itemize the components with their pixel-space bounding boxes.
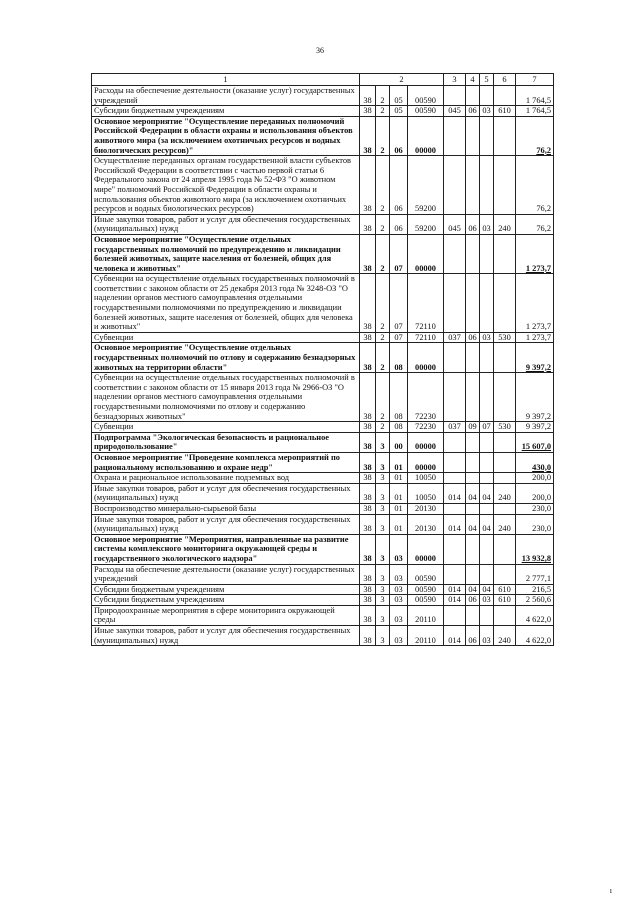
- row-code-event: 05: [390, 106, 408, 117]
- row-code-program: 38: [360, 156, 376, 215]
- row-code-event: 01: [390, 503, 408, 514]
- row-code-program: 38: [360, 432, 376, 452]
- row-amount: 1 764,5: [516, 86, 554, 106]
- row-expense-type: [494, 116, 516, 155]
- row-ministry: 037: [444, 332, 466, 343]
- row-amount: 76,2: [516, 214, 554, 234]
- row-expense-type: [494, 564, 516, 584]
- row-description: Субвенции: [92, 422, 360, 433]
- row-code-direction: 20110: [408, 605, 444, 625]
- row-subsection: [480, 534, 494, 564]
- table-row: [92, 564, 554, 584]
- row-section: [466, 234, 480, 273]
- row-code-event: 08: [390, 343, 408, 373]
- row-amount: 200,0: [516, 483, 554, 503]
- table-row: [92, 473, 554, 484]
- budget-table: [91, 73, 554, 646]
- row-section: 06: [466, 595, 480, 606]
- row-expense-type: [494, 343, 516, 373]
- row-description: Основное мероприятие "Осуществление отдельных государственных полномочий по предупреждению и ликвидации болезней животных, защите населения от болезней, общих для человека и животных": [92, 234, 360, 273]
- row-description: Субвенции на осуществление отдельных государственных полномочий в соответствии с законом области от 15 января 2013 года № 2966-ОЗ "О наделении органов местного самоуправления отдельными государственными полномочиями по отлову и содержанию безнадзорных животных": [92, 373, 360, 422]
- row-code-subprogram: 2: [376, 422, 390, 433]
- row-amount: 2 777,1: [516, 564, 554, 584]
- row-subsection: 04: [480, 514, 494, 534]
- row-subsection: [480, 452, 494, 472]
- row-code-direction: 00000: [408, 234, 444, 273]
- row-amount: 1 273,7: [516, 274, 554, 333]
- row-description: Субвенции на осуществление отдельных государственных полномочий в соответствии с законом области от 25 декабря 2013 года № 3248-ОЗ "О наделении органов местного самоуправления отдельными государственными полномочиями по предупреждению и ликвидации болезней животных, защите населения от болезней, общих для человека и животных": [92, 274, 360, 333]
- row-code-event: 08: [390, 373, 408, 422]
- row-expense-type: 610: [494, 595, 516, 606]
- row-ministry: [444, 564, 466, 584]
- row-code-direction: 20110: [408, 626, 444, 646]
- row-code-program: 38: [360, 373, 376, 422]
- table-row: [92, 432, 554, 452]
- row-code-program: 38: [360, 332, 376, 343]
- row-code-event: 08: [390, 422, 408, 433]
- row-code-subprogram: 2: [376, 86, 390, 106]
- row-code-event: 03: [390, 605, 408, 625]
- row-expense-type: [494, 156, 516, 215]
- row-subsection: [480, 156, 494, 215]
- row-code-program: 38: [360, 106, 376, 117]
- row-ministry: 045: [444, 106, 466, 117]
- row-ministry: [444, 343, 466, 373]
- row-amount: 1 273,7: [516, 234, 554, 273]
- row-ministry: [444, 116, 466, 155]
- table-row: [92, 86, 554, 106]
- row-code-direction: 00000: [408, 343, 444, 373]
- row-description: Иные закупки товаров, работ и услуг для обеспечения государственных (муниципальных) нужд: [92, 626, 360, 646]
- table-row: [92, 503, 554, 514]
- row-code-subprogram: 3: [376, 432, 390, 452]
- row-subsection: [480, 503, 494, 514]
- row-code-event: 01: [390, 483, 408, 503]
- row-code-program: 38: [360, 483, 376, 503]
- header-col-2: 2: [360, 74, 444, 86]
- row-code-subprogram: 2: [376, 274, 390, 333]
- row-subsection: 03: [480, 332, 494, 343]
- row-code-subprogram: 3: [376, 514, 390, 534]
- row-code-program: 38: [360, 274, 376, 333]
- row-section: 06: [466, 214, 480, 234]
- row-code-direction: 00590: [408, 564, 444, 584]
- row-section: [466, 503, 480, 514]
- row-description: Иные закупки товаров, работ и услуг для обеспечения государственных (муниципальных) нужд: [92, 214, 360, 234]
- row-expense-type: 240: [494, 514, 516, 534]
- row-amount: 1 273,7: [516, 332, 554, 343]
- row-subsection: 04: [480, 584, 494, 595]
- row-subsection: [480, 432, 494, 452]
- row-code-event: 03: [390, 595, 408, 606]
- row-code-direction: 20130: [408, 514, 444, 534]
- page-number: 36: [316, 46, 324, 55]
- row-code-direction: 59200: [408, 214, 444, 234]
- row-section: 04: [466, 584, 480, 595]
- row-description: Основное мероприятие "Осуществление переданных полномочий Российской Федерации в области охраны и использования объектов животного мира (за исключением охотничьих ресурсов и водных биологических ресурсов)": [92, 116, 360, 155]
- row-section: [466, 156, 480, 215]
- row-code-direction: 10050: [408, 483, 444, 503]
- row-code-subprogram: 3: [376, 584, 390, 595]
- table-header-row: [92, 74, 554, 86]
- row-code-event: 06: [390, 214, 408, 234]
- table-row: [92, 626, 554, 646]
- row-section: 04: [466, 483, 480, 503]
- row-section: [466, 373, 480, 422]
- row-code-program: 38: [360, 214, 376, 234]
- row-code-event: 07: [390, 274, 408, 333]
- row-ministry: 014: [444, 626, 466, 646]
- row-expense-type: 530: [494, 332, 516, 343]
- header-col-4: 4: [466, 74, 480, 86]
- row-code-program: 38: [360, 116, 376, 155]
- row-code-direction: 00000: [408, 452, 444, 472]
- row-section: 04: [466, 514, 480, 534]
- row-code-program: 38: [360, 605, 376, 625]
- row-code-direction: 00590: [408, 595, 444, 606]
- row-code-direction: 00590: [408, 584, 444, 595]
- row-description: Субсидии бюджетным учреждениям: [92, 595, 360, 606]
- table-row: [92, 274, 554, 333]
- row-code-program: 38: [360, 234, 376, 273]
- row-ministry: [444, 452, 466, 472]
- row-ministry: [444, 432, 466, 452]
- row-code-direction: 72230: [408, 422, 444, 433]
- row-code-direction: 59200: [408, 156, 444, 215]
- row-subsection: 07: [480, 422, 494, 433]
- table-row: [92, 343, 554, 373]
- row-ministry: 014: [444, 584, 466, 595]
- row-code-program: 38: [360, 626, 376, 646]
- row-ministry: 014: [444, 483, 466, 503]
- row-amount: 200,0: [516, 473, 554, 484]
- row-amount: 9 397,2: [516, 343, 554, 373]
- row-description: Воспроизводство минерально-сырьевой базы: [92, 503, 360, 514]
- table-row: [92, 605, 554, 625]
- row-code-event: 07: [390, 332, 408, 343]
- row-description: Подпрограмма "Экологическая безопасность и рациональное природопользование": [92, 432, 360, 452]
- row-description: Расходы на обеспечение деятельности (оказание услуг) государственных учреждений: [92, 564, 360, 584]
- row-expense-type: [494, 534, 516, 564]
- row-amount: 230,0: [516, 503, 554, 514]
- row-amount: 2 560,6: [516, 595, 554, 606]
- row-code-subprogram: 3: [376, 605, 390, 625]
- row-ministry: [444, 473, 466, 484]
- row-code-direction: 00000: [408, 432, 444, 452]
- row-code-event: 01: [390, 514, 408, 534]
- row-expense-type: [494, 373, 516, 422]
- row-code-program: 38: [360, 595, 376, 606]
- row-expense-type: 610: [494, 106, 516, 117]
- row-section: 06: [466, 626, 480, 646]
- row-code-subprogram: 3: [376, 452, 390, 472]
- row-ministry: 037: [444, 422, 466, 433]
- row-subsection: [480, 274, 494, 333]
- header-col-5: 5: [480, 74, 494, 86]
- row-code-subprogram: 2: [376, 116, 390, 155]
- row-code-event: 03: [390, 534, 408, 564]
- row-expense-type: 240: [494, 214, 516, 234]
- row-subsection: [480, 473, 494, 484]
- row-amount: 1 764,5: [516, 106, 554, 117]
- row-subsection: 04: [480, 483, 494, 503]
- row-code-program: 38: [360, 422, 376, 433]
- table-row: [92, 234, 554, 273]
- row-code-event: 03: [390, 584, 408, 595]
- row-ministry: 014: [444, 595, 466, 606]
- table-row: [92, 534, 554, 564]
- row-code-direction: 00590: [408, 106, 444, 117]
- row-expense-type: [494, 234, 516, 273]
- header-col-7: 7: [516, 74, 554, 86]
- row-code-event: 03: [390, 626, 408, 646]
- row-ministry: [444, 605, 466, 625]
- row-code-direction: 10050: [408, 473, 444, 484]
- row-subsection: [480, 605, 494, 625]
- row-code-subprogram: 2: [376, 332, 390, 343]
- row-code-subprogram: 2: [376, 234, 390, 273]
- row-code-program: 38: [360, 514, 376, 534]
- row-code-subprogram: 3: [376, 473, 390, 484]
- row-expense-type: 530: [494, 422, 516, 433]
- table-row: [92, 116, 554, 155]
- row-expense-type: [494, 473, 516, 484]
- row-code-program: 38: [360, 473, 376, 484]
- row-section: [466, 473, 480, 484]
- row-subsection: 03: [480, 626, 494, 646]
- table-row: [92, 422, 554, 433]
- edge-mark: ı: [609, 886, 612, 895]
- row-code-program: 38: [360, 564, 376, 584]
- row-code-subprogram: 3: [376, 626, 390, 646]
- table-row: [92, 452, 554, 472]
- row-ministry: 014: [444, 514, 466, 534]
- row-description: Субвенции: [92, 332, 360, 343]
- table-row: [92, 373, 554, 422]
- row-description: Природоохранные мероприятия в сфере мониторинга окружающей среды: [92, 605, 360, 625]
- table-body: [92, 74, 554, 646]
- row-section: [466, 564, 480, 584]
- row-amount: 76,2: [516, 116, 554, 155]
- row-expense-type: [494, 86, 516, 106]
- table-row: [92, 514, 554, 534]
- row-expense-type: 240: [494, 626, 516, 646]
- row-subsection: [480, 564, 494, 584]
- row-amount: 15 607,0: [516, 432, 554, 452]
- row-ministry: 045: [444, 214, 466, 234]
- row-code-event: 01: [390, 452, 408, 472]
- row-section: 09: [466, 422, 480, 433]
- row-expense-type: [494, 432, 516, 452]
- header-col-1: 1: [92, 74, 360, 86]
- row-code-event: 07: [390, 234, 408, 273]
- row-amount: 9 397,2: [516, 422, 554, 433]
- row-section: [466, 534, 480, 564]
- row-section: [466, 86, 480, 106]
- row-amount: 4 622,0: [516, 626, 554, 646]
- row-amount: 76,2: [516, 156, 554, 215]
- row-code-subprogram: 3: [376, 534, 390, 564]
- row-code-direction: 00590: [408, 86, 444, 106]
- row-code-program: 38: [360, 86, 376, 106]
- row-description: Основное мероприятие "Мероприятия, направленные на развитие системы комплексного мониторинга окружающей среды и государственного экологического надзора": [92, 534, 360, 564]
- row-expense-type: 240: [494, 483, 516, 503]
- row-section: [466, 432, 480, 452]
- table-row: [92, 156, 554, 215]
- row-code-event: 05: [390, 86, 408, 106]
- row-section: 06: [466, 106, 480, 117]
- row-code-program: 38: [360, 534, 376, 564]
- row-subsection: 03: [480, 595, 494, 606]
- row-description: Осуществление переданных органам государственной власти субъектов Российской Федерации в соответствии с частью первой статьи 6 Федерального закона от 24 апреля 1995 года № 52-ФЗ "О животном мире" полномочий Российской Федерации в области охраны и использования объектов животного мира (за исключением охотничьих ресурсов и водных биологических ресурсов): [92, 156, 360, 215]
- row-subsection: [480, 373, 494, 422]
- row-description: Охрана и рациональное использование подземных вод: [92, 473, 360, 484]
- row-code-subprogram: 2: [376, 214, 390, 234]
- row-ministry: [444, 274, 466, 333]
- row-code-event: 03: [390, 564, 408, 584]
- row-description: Иные закупки товаров, работ и услуг для обеспечения государственных (муниципальных) нужд: [92, 514, 360, 534]
- table-row: [92, 214, 554, 234]
- row-subsection: [480, 116, 494, 155]
- row-code-subprogram: 3: [376, 483, 390, 503]
- row-ministry: [444, 86, 466, 106]
- row-code-event: 06: [390, 116, 408, 155]
- row-subsection: [480, 234, 494, 273]
- row-expense-type: [494, 503, 516, 514]
- row-expense-type: [494, 605, 516, 625]
- row-code-direction: 72230: [408, 373, 444, 422]
- row-code-direction: 20130: [408, 503, 444, 514]
- row-amount: 4 622,0: [516, 605, 554, 625]
- row-code-event: 00: [390, 432, 408, 452]
- row-amount: 9 397,2: [516, 373, 554, 422]
- row-code-subprogram: 2: [376, 106, 390, 117]
- row-code-program: 38: [360, 343, 376, 373]
- row-ministry: [444, 373, 466, 422]
- row-amount: 230,0: [516, 514, 554, 534]
- table-row: [92, 483, 554, 503]
- row-code-event: 01: [390, 473, 408, 484]
- row-code-subprogram: 2: [376, 343, 390, 373]
- row-code-program: 38: [360, 584, 376, 595]
- row-code-program: 38: [360, 452, 376, 472]
- row-amount: 216,5: [516, 584, 554, 595]
- header-col-3: 3: [444, 74, 466, 86]
- row-expense-type: 610: [494, 584, 516, 595]
- row-amount: 430,0: [516, 452, 554, 472]
- row-ministry: [444, 503, 466, 514]
- row-code-program: 38: [360, 503, 376, 514]
- row-description: Расходы на обеспечение деятельности (оказание услуг) государственных учреждений: [92, 86, 360, 106]
- row-section: [466, 116, 480, 155]
- row-section: [466, 605, 480, 625]
- row-code-event: 06: [390, 156, 408, 215]
- table-row: [92, 332, 554, 343]
- table-row: [92, 595, 554, 606]
- row-ministry: [444, 156, 466, 215]
- row-code-direction: 00000: [408, 534, 444, 564]
- row-description: Субсидии бюджетным учреждениям: [92, 106, 360, 117]
- row-code-subprogram: 3: [376, 564, 390, 584]
- row-code-direction: 72110: [408, 274, 444, 333]
- row-expense-type: [494, 452, 516, 472]
- row-code-subprogram: 3: [376, 595, 390, 606]
- row-expense-type: [494, 274, 516, 333]
- row-description: Основное мероприятие "Осуществление отдельных государственных полномочий по отлову и содержанию безнадзорных животных на территории области": [92, 343, 360, 373]
- row-description: Основное мероприятие "Проведение комплекса мероприятий по рациональному использованию и охране недр": [92, 452, 360, 472]
- header-col-6: 6: [494, 74, 516, 86]
- table-row: [92, 584, 554, 595]
- row-code-direction: 00000: [408, 116, 444, 155]
- row-subsection: [480, 86, 494, 106]
- row-description: Иные закупки товаров, работ и услуг для обеспечения государственных (муниципальных) нужд: [92, 483, 360, 503]
- row-ministry: [444, 234, 466, 273]
- row-subsection: 03: [480, 214, 494, 234]
- row-ministry: [444, 534, 466, 564]
- row-code-subprogram: 2: [376, 373, 390, 422]
- row-code-subprogram: 2: [376, 156, 390, 215]
- row-description: Субсидии бюджетным учреждениям: [92, 584, 360, 595]
- row-code-subprogram: 3: [376, 503, 390, 514]
- row-subsection: [480, 343, 494, 373]
- row-section: [466, 452, 480, 472]
- row-section: [466, 343, 480, 373]
- table-row: [92, 106, 554, 117]
- row-amount: 13 932,8: [516, 534, 554, 564]
- row-section: [466, 274, 480, 333]
- row-code-direction: 72110: [408, 332, 444, 343]
- row-section: 06: [466, 332, 480, 343]
- row-subsection: 03: [480, 106, 494, 117]
